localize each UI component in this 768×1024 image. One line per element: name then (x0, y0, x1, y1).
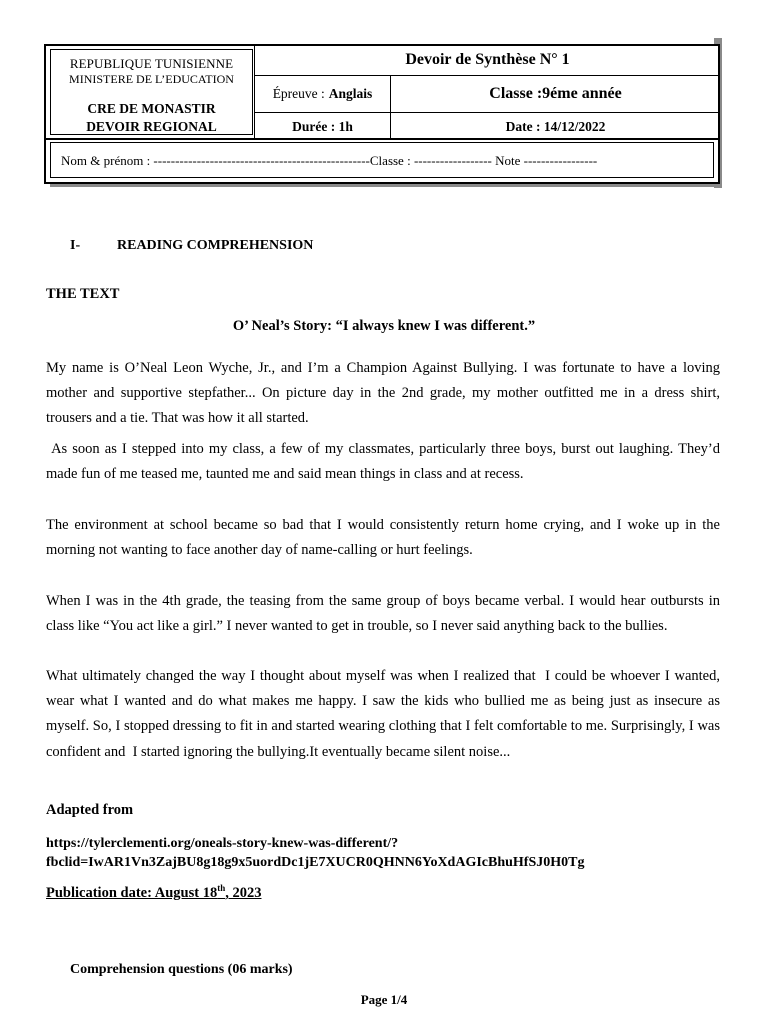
paragraph-2: As soon as I stepped into my class, a few of my classmates, particularly three boys, burst out laughing. They’d made fun of me teased me, taunted me and said mean things in class and at recess. (46, 441, 720, 483)
paragraph-4: When I was in the 4th grade, the teasing from the same group of boys became verbal. I would hear outbursts in class like “You act like a girl.” I never wanted to get in trouble, so I never said anything back to the bullies. (46, 593, 720, 635)
exam-title: Devoir de Synthèse N° 1 (254, 44, 720, 76)
publication-date (46, 883, 261, 902)
source-url-line-2: fbclid=IwAR1Vn3ZajBU8g18g9x5uordDc1jE7XUCR0QHNN6YoXdAGIcBhuHfSJ0H0Tg (46, 855, 585, 870)
institution-block (50, 49, 253, 135)
epreuve-cell (254, 75, 391, 113)
source-url-line-1: https://tylerclementi.org/oneals-story-knew-was-different/? (46, 836, 399, 851)
duree-cell: Durée : 1h (254, 112, 391, 140)
publication-date-suffix: , 2023 (225, 884, 262, 901)
cre-label: CRE DE MONASTIR (87, 101, 216, 116)
paragraph-3: The environment at school became so bad that I would consistently return home crying, and I woke up in the morning not wanting to face another day of name-calling or hurt feelings. (46, 517, 720, 559)
paragraph-5: What ultimately changed the way I thought about myself was when I realized that I could be whoever I wanted, wear what I wanted and do what makes me happy. I saw the kids who bullied me as being just as insecure as myself. So, I stopped dressing to fit in and started wearing clothing that I felt comfortable to me. Surprisingly, I was confident and I started ignoring the bullying.It eventually became silent noise... (46, 668, 720, 760)
section-heading (70, 238, 313, 254)
ministry-label: MINISTERE DE L’EDUCATION (69, 72, 234, 86)
source-url[interactable] (46, 834, 584, 872)
section-title: READING COMPREHENSION (117, 238, 314, 253)
the-text-label: THE TEXT (46, 286, 120, 302)
epreuve-value: Anglais (328, 86, 373, 101)
student-info-box (44, 140, 720, 184)
devoir-regional-label: DEVOIR REGIONAL (86, 119, 217, 134)
date-cell: Date : 14/12/2022 (390, 112, 720, 140)
section-number: I- (70, 238, 81, 253)
publication-date-sup: th (217, 883, 226, 893)
classe-cell: Classe :9éme année (390, 75, 720, 113)
student-info-line: Nom & prénom : --------------------------------------------------Classe : ------------------ Note ----------------- (50, 142, 714, 178)
story-title: O’ Neal’s Story: “I always knew I was different.” (232, 318, 536, 334)
adapted-from-label: Adapted from (46, 802, 134, 818)
paragraph-1: My name is O’Neal Leon Wyche, Jr., and I’m a Champion Against Bullying. I was fortunate to have a loving mother and supportive stepfather... On picture day in the 2nd grade, my mother outfitted me in a dress shirt, trousers and a tie. That was how it all started. (46, 360, 720, 427)
exam-header (44, 44, 720, 140)
republic-label: REPUBLIQUE TUNISIENNE (69, 56, 234, 71)
publication-date-prefix: Publication date: August 18 (46, 884, 218, 901)
epreuve-label: Épreuve : (272, 86, 325, 101)
comprehension-questions-heading: Comprehension questions (06 marks) (70, 962, 293, 977)
page-number: Page 1/4 (360, 992, 408, 1007)
